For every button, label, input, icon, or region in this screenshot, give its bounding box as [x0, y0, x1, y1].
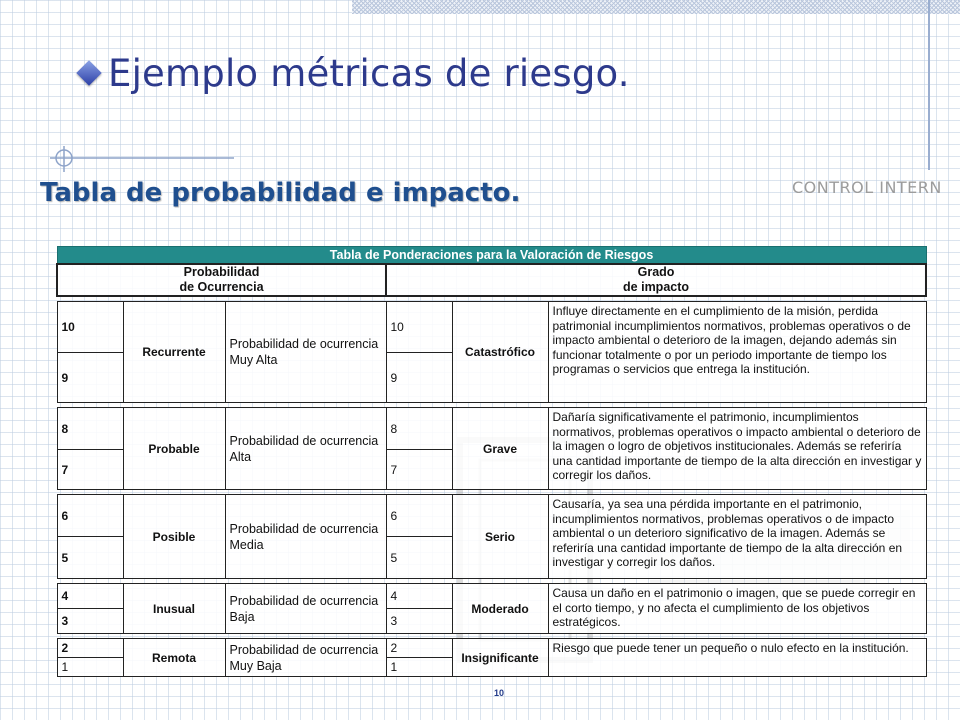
decorative-header-band — [352, 0, 960, 14]
probability-category: Inusual — [123, 584, 225, 634]
probability-level: 3 — [57, 609, 123, 634]
header-impact-line2: de impacto — [623, 280, 690, 294]
impact-level: 4 — [386, 584, 452, 609]
impact-level: 9 — [386, 353, 452, 403]
header-impact — [386, 264, 926, 296]
probability-level: 5 — [57, 537, 123, 579]
impact-description: Dañaría significativamente el patrimonio, incumplimientos normativos, problemas operativos o impacto ambiental o deterioro de la imagen o logro de objetivos institucionales. Además se referiría una cantidad importante de tiempo de la alta dirección en investigar y corregir los daños. — [548, 408, 926, 490]
diamond-bullet-icon — [76, 60, 101, 85]
header-probability-line2: de Ocurrencia — [179, 280, 264, 294]
impact-category: Serio — [452, 495, 548, 579]
impact-description: Riesgo que puede tener un pequeño o nulo efecto en la institución. — [548, 639, 926, 677]
probability-level: 6 — [57, 495, 123, 537]
table-row — [57, 495, 926, 537]
impact-description: Influye directamente en el cumplimiento de la misión, perdida patrimonial incumplimientos normativos, problemas operativos o de impacto ambiental o deterioro de la imagen, dejando además sin funcionar totalmente o por un periodo importante de tiempo los programas o servicios que entrega la institución. — [548, 302, 926, 403]
impact-level: 6 — [386, 495, 452, 537]
table-row — [57, 639, 926, 658]
impact-category: Moderado — [452, 584, 548, 634]
probability-description: Probabilidad de ocurrencia Muy Baja — [225, 639, 386, 677]
decorative-vertical-line — [928, 0, 930, 170]
impact-level: 2 — [386, 639, 452, 658]
probability-description: Probabilidad de ocurrencia Muy Alta — [225, 302, 386, 403]
probability-category: Remota — [123, 639, 225, 677]
probability-category: Probable — [123, 408, 225, 490]
header-probability-line1: Probabilidad — [183, 265, 260, 279]
page-number: 10 — [494, 688, 505, 698]
impact-level: 7 — [386, 450, 452, 490]
table-row — [57, 302, 926, 353]
impact-level: 8 — [386, 408, 452, 450]
probability-description: Probabilidad de ocurrencia Baja — [225, 584, 386, 634]
crosshair-line-icon — [44, 142, 244, 178]
impact-category: Grave — [452, 408, 548, 490]
impact-level: 3 — [386, 609, 452, 634]
risk-weighting-table — [56, 246, 925, 677]
impact-level: 10 — [386, 302, 452, 353]
slide-title: Ejemplo métricas de riesgo. — [108, 52, 630, 95]
probability-category: Posible — [123, 495, 225, 579]
impact-description: Causaría, ya sea una pérdida importante en el patrimonio, incumplimientos normativos, problemas operativos o de impacto ambiental o un deterioro significativo de la imagen. Además se referiría una cantidad importante de tiempo de la alta dirección en investigar y corregir los daños. — [548, 495, 926, 579]
table-row — [57, 584, 926, 609]
table-title: Tabla de Ponderaciones para la Valoración de Riesgos — [57, 247, 926, 265]
probability-description: Probabilidad de ocurrencia Alta — [225, 408, 386, 490]
probability-level: 7 — [57, 450, 123, 490]
probability-level: 1 — [57, 658, 123, 677]
probability-level: 9 — [57, 353, 123, 403]
probability-category: Recurrente — [123, 302, 225, 403]
section-subtitle: Tabla de probabilidad e impacto. — [40, 178, 521, 208]
probability-description: Probabilidad de ocurrencia Media — [225, 495, 386, 579]
impact-level: 1 — [386, 658, 452, 677]
probability-level: 8 — [57, 408, 123, 450]
probability-level: 10 — [57, 302, 123, 353]
impact-category: Insignificante — [452, 639, 548, 677]
header-impact-line1: Grado — [637, 265, 675, 279]
header-probability — [57, 264, 386, 296]
impact-description: Causa un daño en el patrimonio o imagen, que se puede corregir en el corto tiempo, y no afecta el cumplimiento de los objetivos estratégicos. — [548, 584, 926, 634]
table-row — [57, 408, 926, 450]
impact-category: Catastrófico — [452, 302, 548, 403]
probability-level: 2 — [57, 639, 123, 658]
brand-label: CONTROL INTERN — [792, 178, 942, 197]
probability-level: 4 — [57, 584, 123, 609]
impact-level: 5 — [386, 537, 452, 579]
